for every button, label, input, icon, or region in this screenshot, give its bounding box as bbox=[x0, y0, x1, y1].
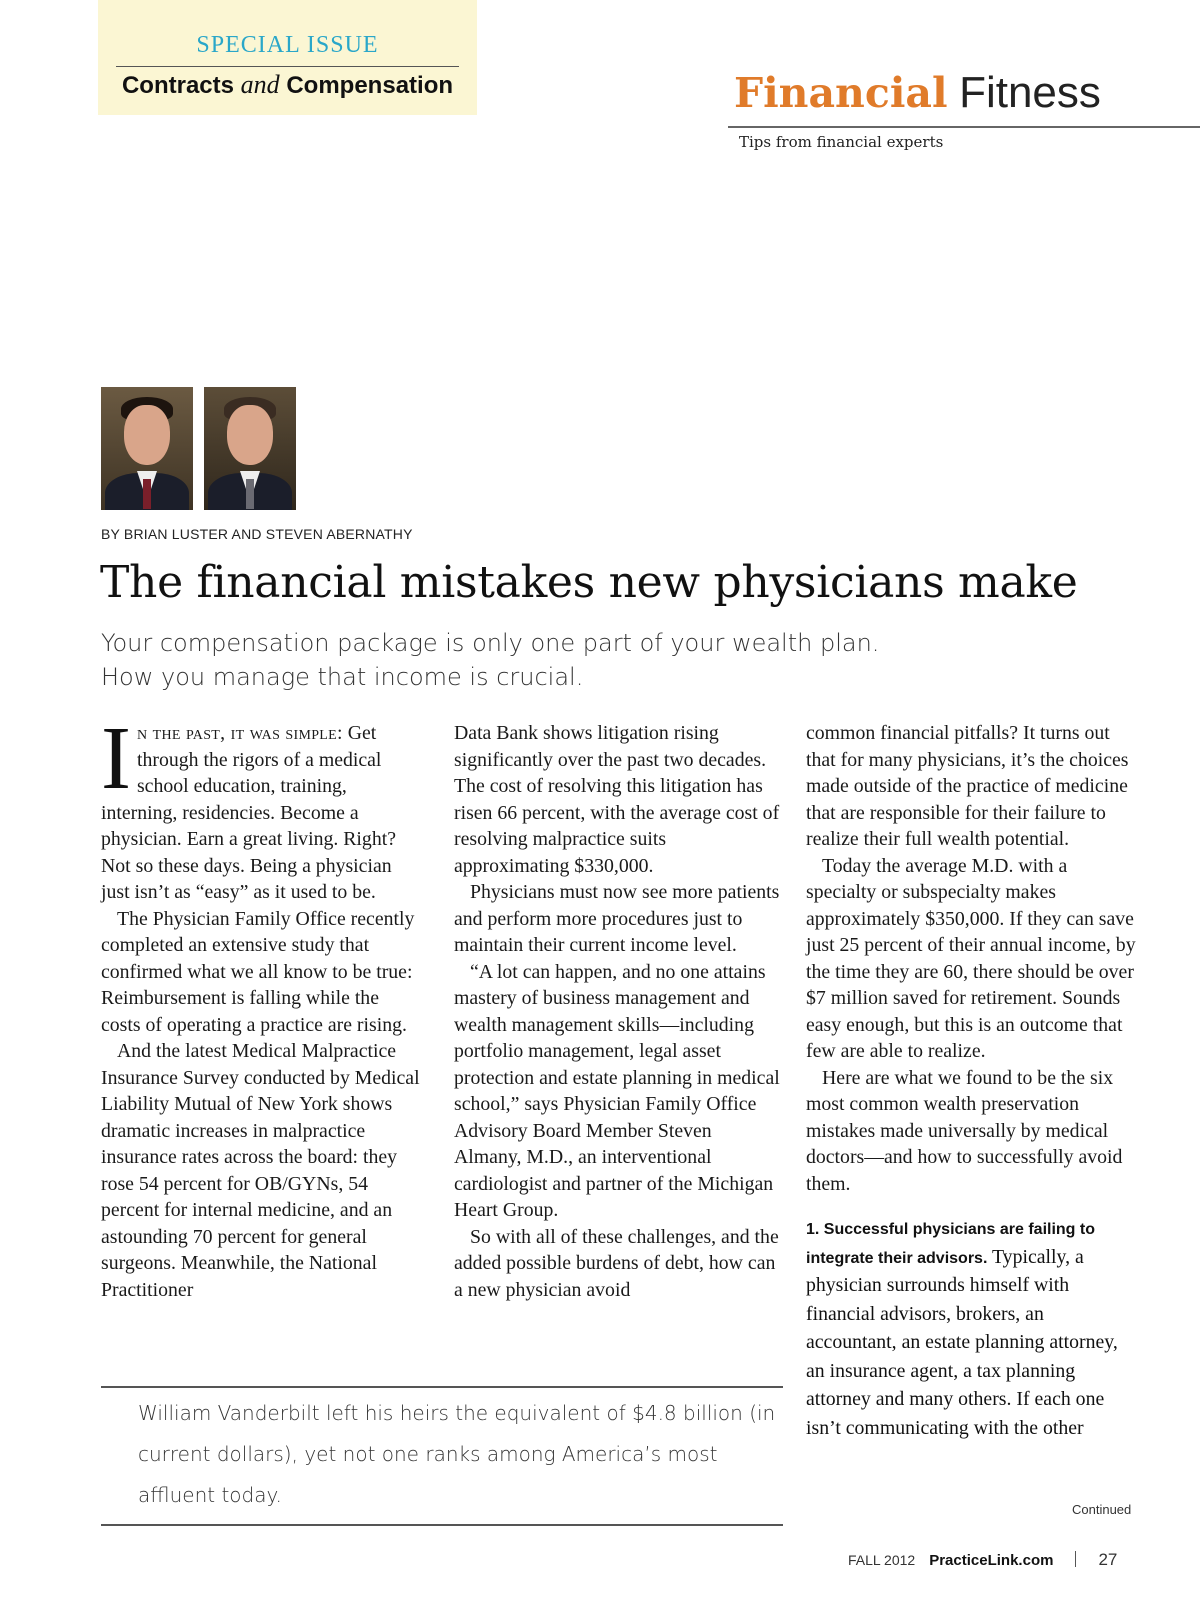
face-shape bbox=[124, 405, 170, 465]
paragraph-text: Typically, a physician surrounds himself with financial advisors, brokers, an accountant, an estate planning attorney, an insurance agent, a tax planning attorney and many others. If each one isn’t communicating with the other bbox=[806, 1245, 1118, 1439]
paragraph: And the latest Medical Malpractice Insurance Survey conducted by Medical Liability Mutual of New York shows dramatic increases in malpractice insurance rates across the board: they rose 54 percent for OB/GYNs, 54 percent for internal medicine, and an astounding 70 percent for general surgeons. Meanwhile, the National Practitioner bbox=[101, 1040, 420, 1301]
special-issue-subtitle-part2: Compensation bbox=[286, 72, 454, 99]
byline: BY BRIAN LUSTER AND STEVEN ABERNATHY bbox=[101, 526, 413, 542]
paragraph bbox=[101, 709, 421, 906]
deck-line-2: How you manage that income is crucial. bbox=[101, 663, 584, 691]
paragraph: Data Bank shows litigation rising significantly over the past two decades. The cost of resolving this litigation has risen 66 percent, with the average cost of resolving malpractice suits approximating $330,000. bbox=[454, 722, 780, 877]
paragraph: So with all of these challenges, and the added possible burdens of debt, how can a new physician avoid bbox=[454, 1225, 779, 1301]
body-column-1 bbox=[101, 709, 421, 1303]
special-issue-box bbox=[98, 0, 477, 115]
issue-label: FALL 2012 bbox=[848, 1552, 916, 1568]
paragraph: Today the average M.D. with a specialty or subspecialty makes approximately $350,000. If they can save just 25 percent of their annual income, by the time they are 60, there should be over $7 million saved for retirement. Sounds easy enough, but this is an outcome that few are able to realize. bbox=[806, 854, 1136, 1062]
lead-in: n the past, it was simple: bbox=[136, 722, 343, 744]
section-tagline: Tips from financial experts bbox=[739, 133, 944, 151]
page-footer bbox=[848, 1550, 1117, 1570]
subhead: 1. Successful physicians are failing to integrate their advisors. bbox=[806, 1221, 1095, 1267]
page-number: 27 bbox=[1098, 1550, 1118, 1569]
pullquote: William Vanderbilt left his heirs the equivalent of $4.8 billion (in current dollars), yet not one ranks among America’s most affluent today. bbox=[138, 1401, 776, 1507]
paragraph: common financial pitfalls? It turns out that for many physicians, it’s the choices made outside of the practice of medicine that are responsible for their failure to realize their full wealth potential. bbox=[806, 722, 1129, 850]
special-issue-title: SPECIAL ISSUE bbox=[196, 32, 379, 58]
section-title-word2: Fitness bbox=[959, 68, 1101, 117]
deck-line-1: Your compensation package is only one part of your wealth plan. bbox=[101, 629, 880, 657]
special-issue-divider bbox=[116, 66, 459, 67]
drop-cap: I bbox=[101, 709, 131, 808]
body-column-2 bbox=[454, 720, 780, 1303]
special-issue-subtitle bbox=[98, 70, 477, 100]
headline: The financial mistakes new physicians make bbox=[100, 557, 1078, 608]
paragraph: “A lot can happen, and no one attains mastery of business management and wealth management skills—including portfolio management, legal asset protection and estate planning in medical school,” says Physician Family Office Advisory Board Member Steven Almany, M.D., an interventional cardiologist and partner of the Michigan Heart Group. bbox=[454, 960, 780, 1221]
paragraph-text: Get through the rigors of a medical school education, training, interning, residencies. Become a physician. Earn a great living. Right? Not so these days. Being a physician just isn’t as “easy” as it used to be. bbox=[101, 722, 396, 903]
numbered-section bbox=[806, 1217, 1136, 1443]
author-photo-2 bbox=[204, 387, 296, 510]
tie-shape bbox=[143, 479, 151, 509]
continued-label: Continued bbox=[1072, 1502, 1132, 1517]
body-column-3 bbox=[806, 720, 1136, 1443]
pullquote-rule-bottom bbox=[101, 1524, 783, 1526]
paragraph: Here are what we found to be the six most common wealth preservation mistakes made universally by medical doctors—and how to successfully avoid them. bbox=[806, 1066, 1123, 1195]
site-name: PracticeLink.com bbox=[929, 1552, 1054, 1569]
special-issue-subtitle-part1: Contracts bbox=[121, 72, 234, 99]
pullquote-rule-top bbox=[101, 1386, 783, 1388]
face-shape bbox=[227, 405, 273, 465]
section-divider bbox=[728, 126, 1200, 128]
special-issue-subtitle-and: and bbox=[240, 70, 280, 99]
section-title-word1: Financial bbox=[734, 69, 948, 117]
deck bbox=[101, 626, 1001, 694]
tie-shape bbox=[246, 479, 254, 509]
footer-divider bbox=[1075, 1551, 1076, 1567]
section-title bbox=[734, 62, 1101, 123]
paragraph: Physicians must now see more patients and perform more procedures just to maintain their current income level. bbox=[454, 881, 780, 956]
author-photo-1 bbox=[101, 387, 193, 510]
paragraph: The Physician Family Office recently completed an extensive study that confirmed what we all know to be true: Reimbursement is falling while the costs of operating a practice are rising. bbox=[101, 907, 415, 1036]
